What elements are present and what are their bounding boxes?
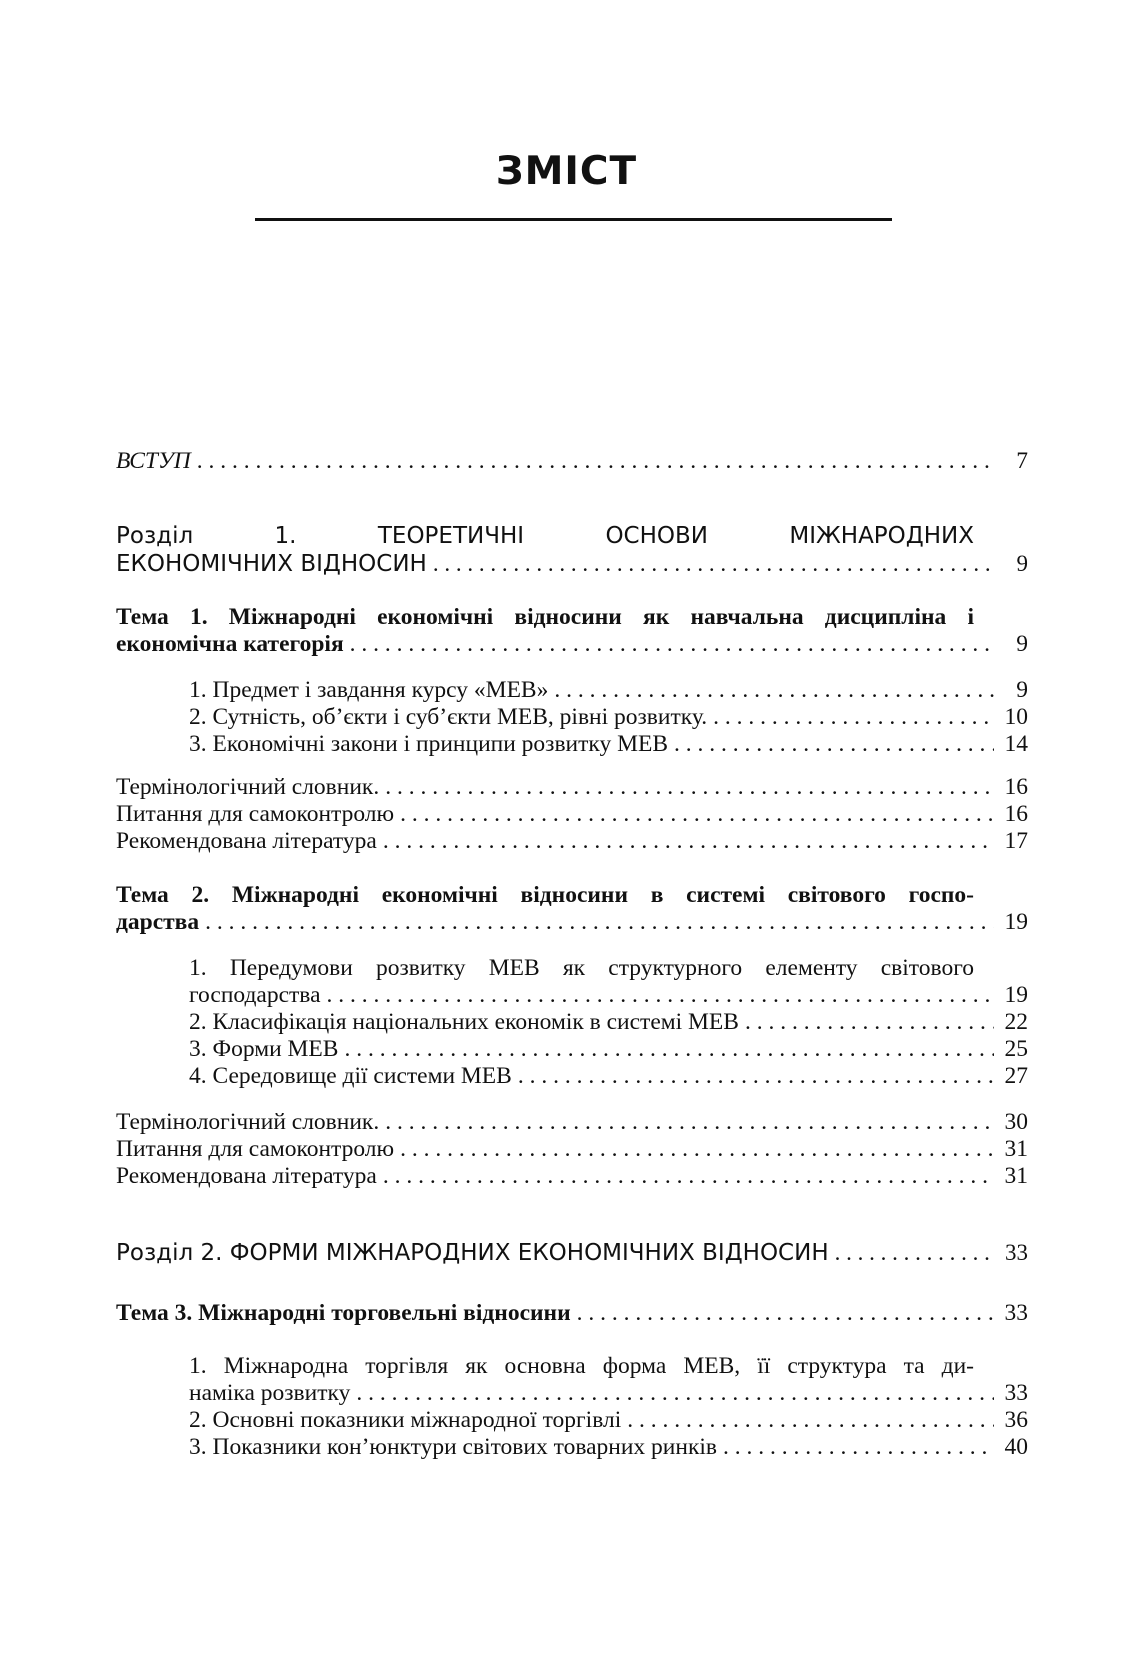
toc-entry-t3-1-line2[interactable]: [189, 1380, 1028, 1407]
toc-entry-text: ВСТУП: [116, 448, 191, 474]
toc-entry-t3-1-line1[interactable]: [189, 1353, 974, 1380]
toc-page-number: 40: [1004, 1434, 1028, 1460]
toc-page-number: 36: [1004, 1407, 1028, 1433]
toc-entry-text: Питання для самоконтролю: [116, 1136, 395, 1162]
toc-entry-intro[interactable]: [116, 448, 1028, 475]
toc-entry-text: 1. Передумови розвитку МЕВ як структурного елементу світового: [189, 955, 974, 981]
toc-entry-text: господарства: [189, 982, 321, 1008]
toc-page-number: 16: [1004, 774, 1028, 800]
toc-entry-topic1-line1[interactable]: [116, 604, 974, 631]
toc-entry-text: 2. Класифікація національних економік в системі МЕВ: [189, 1009, 739, 1035]
dot-leader: [518, 1063, 994, 1090]
dot-leader: [554, 677, 994, 704]
toc-entry-text: Розділ 1. ТЕОРЕТИЧНІ ОСНОВИ МІЖНАРОДНИХ: [116, 523, 974, 549]
toc-page-number: 33: [1004, 1300, 1028, 1326]
toc-entry-section2[interactable]: [116, 1239, 1028, 1267]
dot-leader: [723, 1434, 994, 1461]
toc-entry-text: Рекомендована література: [116, 1163, 377, 1189]
dot-leader: [400, 801, 994, 828]
toc-page-number: 31: [1004, 1136, 1028, 1162]
toc-entry-t1-literature[interactable]: [116, 828, 1028, 855]
toc-page-number: 33: [1004, 1380, 1028, 1406]
toc-entry-text: 1. Міжнародна торгівля як основна форма МЕВ, її структура та ди-: [189, 1353, 974, 1379]
dot-leader: [400, 1136, 994, 1163]
toc-entry-text: Тема 2. Міжнародні економічні відносини в системі світового госпо-: [116, 882, 974, 908]
toc-page-number: 9: [1016, 551, 1028, 576]
toc-entry-text: Розділ 2. ФОРМИ МІЖНАРОДНИХ ЕКОНОМІЧНИХ ВІДНОСИН: [116, 1240, 829, 1266]
dot-leader: [205, 909, 994, 936]
toc-entry-text: 1. Предмет і завдання курсу «МЕВ»: [189, 677, 549, 703]
toc-page-number: 33: [1005, 1240, 1028, 1265]
dot-leader: [713, 704, 994, 731]
toc-page-number: 7: [1016, 448, 1028, 474]
toc-page-number: 30: [1004, 1109, 1028, 1135]
toc-entry-topic2-line1[interactable]: [116, 882, 974, 909]
toc-page-number: 16: [1004, 801, 1028, 827]
toc-page-number: 9: [1016, 631, 1028, 657]
toc-entry-t2-literature[interactable]: [116, 1163, 1028, 1190]
toc-entry-text: Тема 3. Міжнародні торговельні відносини: [116, 1300, 571, 1326]
toc-entry-text: 3. Показники кон’юнктури світових товарних ринків: [189, 1434, 718, 1460]
dot-leader: [745, 1009, 994, 1036]
toc-entry-t3-2[interactable]: [189, 1407, 1028, 1434]
dot-leader: [383, 1163, 994, 1190]
toc-entry-t2-glossary[interactable]: [116, 1109, 1028, 1136]
dot-leader: [385, 774, 994, 801]
toc-entry-text: дарства: [116, 909, 200, 935]
toc-entry-text: наміка розвитку: [189, 1380, 351, 1406]
dot-leader: [674, 731, 994, 758]
toc-page-number: 22: [1004, 1009, 1028, 1035]
toc-entry-text: 3. Форми МЕВ: [189, 1036, 339, 1062]
toc-entry-t2-questions[interactable]: [116, 1136, 1028, 1163]
dot-leader: [383, 828, 994, 855]
toc-entry-topic2-line2[interactable]: [116, 909, 1028, 936]
toc-entry-t1-questions[interactable]: [116, 801, 1028, 828]
dot-leader: [350, 631, 994, 658]
dot-leader: [327, 982, 994, 1009]
toc-entry-section1-line2[interactable]: [116, 550, 1028, 578]
toc-entry-t1-2[interactable]: [189, 704, 1028, 731]
toc-entry-t2-1-line1[interactable]: [189, 955, 974, 982]
toc-entry-text: ЕКОНОМІЧНИХ ВІДНОСИН: [116, 551, 427, 577]
toc-entry-text: Термінологічний словник.: [116, 1109, 380, 1135]
toc-page-number: 17: [1004, 828, 1028, 854]
dot-leader: [344, 1036, 994, 1063]
toc-entry-text: 2. Основні показники міжнародної торгівлі: [189, 1407, 622, 1433]
toc-page-number: 25: [1004, 1036, 1028, 1062]
toc-entry-text: 2. Сутність, об’єкти і суб’єкти МЕВ, рівні розвитку.: [189, 704, 708, 730]
toc-entry-topic1-line2[interactable]: [116, 631, 1028, 658]
toc-entry-t2-4[interactable]: [189, 1063, 1028, 1090]
toc-entry-t3-3[interactable]: [189, 1434, 1028, 1461]
dot-leader: [577, 1300, 994, 1327]
toc-entry-text: 3. Економічні закони і принципи розвитку МЕВ: [189, 731, 669, 757]
toc-entry-text: економічна категорія: [116, 631, 344, 657]
toc-entry-t2-1-line2[interactable]: [189, 982, 1028, 1009]
toc-page-number: 9: [1016, 677, 1028, 703]
dot-leader: [835, 1239, 994, 1266]
dot-leader: [356, 1380, 994, 1407]
toc-entry-section1-line1[interactable]: [116, 523, 974, 550]
toc-entry-text: Питання для самоконтролю: [116, 801, 395, 827]
dot-leader: [385, 1109, 994, 1136]
page-title: ЗМІСТ: [495, 149, 638, 194]
toc-page-number: 31: [1004, 1163, 1028, 1189]
dot-leader: [627, 1407, 994, 1434]
toc-entry-t1-1[interactable]: [189, 677, 1028, 704]
toc-page-number: 27: [1004, 1063, 1028, 1089]
dot-leader: [197, 448, 994, 475]
toc-entry-text: Рекомендована література: [116, 828, 377, 854]
toc-page-number: 14: [1004, 731, 1028, 757]
toc-entry-t2-2[interactable]: [189, 1009, 1028, 1036]
toc-entry-t2-3[interactable]: [189, 1036, 1028, 1063]
toc-entry-t1-glossary[interactable]: [116, 774, 1028, 801]
dot-leader: [433, 550, 994, 577]
toc-entry-text: Тема 1. Міжнародні економічні відносини як навчальна дисципліна і: [116, 604, 974, 630]
toc-entry-text: 4. Середовище дії системи МЕВ: [189, 1063, 512, 1089]
toc-page-number: 19: [1004, 909, 1028, 935]
toc-page-number: 19: [1004, 982, 1028, 1008]
toc-page-number: 10: [1004, 704, 1028, 730]
toc-entry-t1-3[interactable]: [189, 731, 1028, 758]
toc-entry-text: Термінологічний словник.: [116, 774, 380, 800]
toc-entry-topic3[interactable]: [116, 1300, 1028, 1327]
